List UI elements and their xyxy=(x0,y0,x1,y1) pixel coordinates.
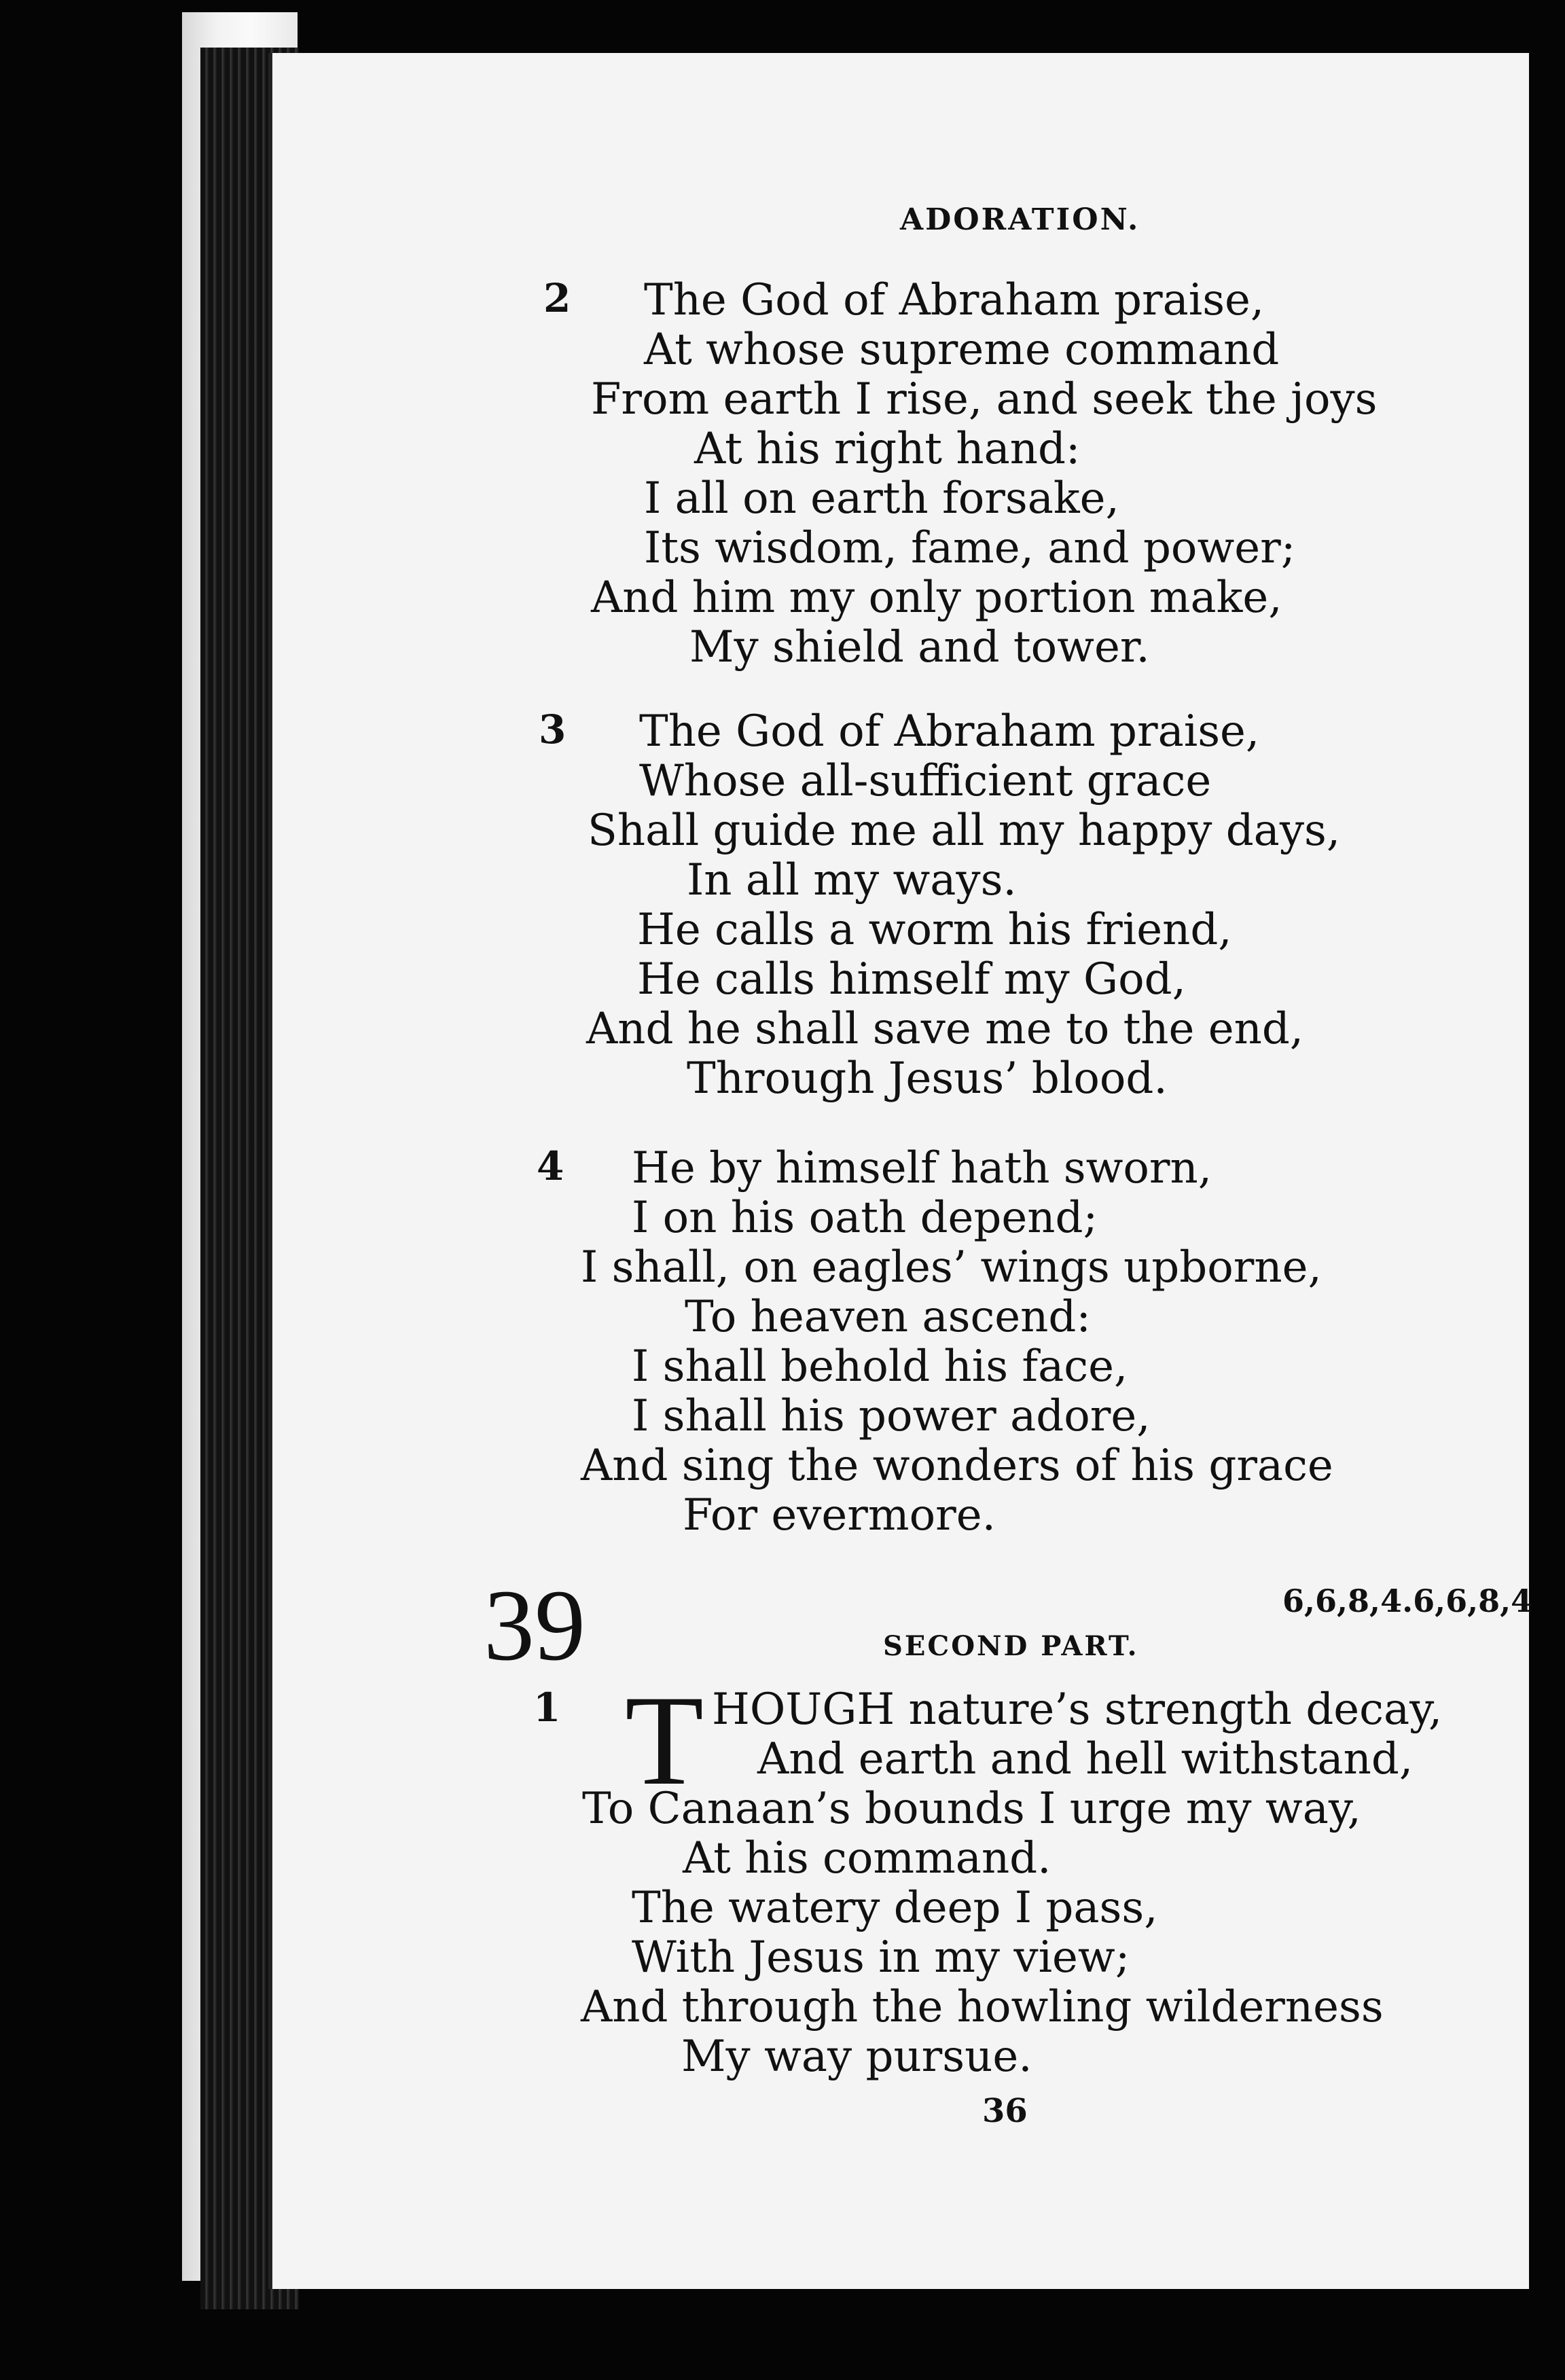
verse-line: For evermore. xyxy=(683,1490,996,1540)
verse-line: Its wisdom, fame, and power; xyxy=(644,523,1296,573)
stanza-number: 4 xyxy=(537,1143,564,1189)
stanza-number: 1 xyxy=(533,1684,561,1731)
verse-line: And he shall save me to the end, xyxy=(586,1004,1304,1054)
verse-line: Through Jesus’ blood. xyxy=(687,1053,1168,1104)
verse-line: Whose all-sufficient grace xyxy=(639,756,1212,806)
verse-line: The God of Abraham praise, xyxy=(644,275,1265,325)
verse-line: And through the howling wilderness xyxy=(581,1982,1384,2032)
verse-line: With Jesus in my view; xyxy=(632,1932,1130,1983)
verse-line: I shall his power adore, xyxy=(632,1391,1151,1441)
verse-line: He calls a worm his friend, xyxy=(637,905,1232,955)
verse-line: To Canaan’s bounds I urge my way, xyxy=(582,1784,1361,1834)
running-head: ADORATION. xyxy=(900,202,1140,237)
verse-line: My way pursue. xyxy=(681,2032,1032,2082)
part-title: SECOND PART. xyxy=(883,1630,1139,1662)
verse-line: At whose supreme command xyxy=(644,325,1280,375)
hymn-meter: 6,6,8,4.6,6,8,4 xyxy=(1282,1583,1533,1619)
verse-line: And sing the wonders of his grace xyxy=(581,1441,1333,1491)
verse-line: From earth I rise, and seek the joys xyxy=(591,374,1378,425)
verse-line: I shall, on eagles’ wings upborne, xyxy=(581,1242,1322,1293)
verse-line: HOUGH nature’s strength decay, xyxy=(712,1684,1443,1735)
drop-cap: T xyxy=(625,1670,704,1812)
verse-line: The God of Abraham praise, xyxy=(639,706,1260,757)
verse-line: I on his oath depend; xyxy=(632,1193,1098,1243)
verse-line: I shall behold his face, xyxy=(632,1341,1128,1392)
stanza-number: 3 xyxy=(539,706,566,753)
page-number: 36 xyxy=(982,2092,1028,2130)
stanza-number: 2 xyxy=(543,275,571,321)
verse-line: He by himself hath sworn, xyxy=(632,1143,1212,1193)
hymn-number: 39 xyxy=(484,1569,586,1682)
verse-line: In all my ways. xyxy=(687,855,1017,905)
verse-line: And him my only portion make, xyxy=(591,573,1282,623)
verse-line: At his right hand: xyxy=(694,424,1081,474)
verse-line: And earth and hell withstand, xyxy=(757,1734,1414,1784)
verse-line: The watery deep I pass, xyxy=(632,1883,1158,1933)
verse-line: I all on earth forsake, xyxy=(644,473,1119,524)
verse-line: My shield and tower. xyxy=(689,622,1150,672)
verse-line: To heaven ascend: xyxy=(685,1292,1091,1342)
verse-line: He calls himself my God, xyxy=(637,954,1186,1005)
verse-line: At his command. xyxy=(683,1833,1051,1883)
verse-line: Shall guide me all my happy days, xyxy=(588,806,1341,856)
